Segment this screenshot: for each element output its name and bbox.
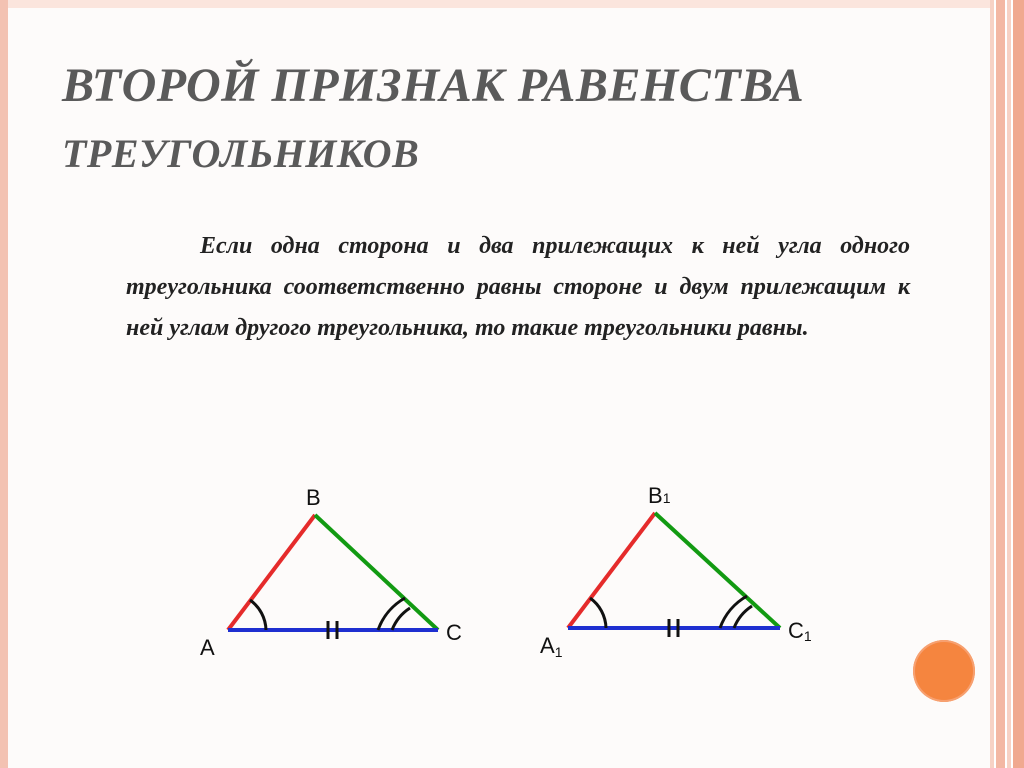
- angle-a-arc: [250, 600, 266, 630]
- decorative-orange-circle: [913, 640, 975, 702]
- triangles-diagram: [180, 460, 860, 680]
- triangle-a1b1c1: [540, 483, 812, 660]
- title-line-2: ТРЕУГОЛЬНИКОВ: [62, 131, 420, 176]
- vertex-label-a: A: [200, 635, 215, 660]
- title-line-1: ВТОРОЙ ПРИЗНАК РАВЕНСТВА: [62, 59, 805, 112]
- frame-top-border: [8, 0, 994, 8]
- frame-left-border: [0, 0, 8, 768]
- angle-c-arc-inner: [392, 608, 410, 630]
- angle-a1-arc: [590, 598, 606, 628]
- slide-title: [62, 52, 882, 188]
- side-a1b1: [568, 513, 655, 628]
- side-ab: [228, 515, 315, 630]
- angle-c1-arc-inner: [734, 606, 752, 628]
- decorative-stripes: [990, 0, 1024, 768]
- side-bc: [315, 515, 438, 630]
- theorem-statement: Если одна сторона и два прилежащих к ней угла одного треугольника соответственно равны стороне и двум прилежащим к ней углам другого треугольника, то такие треугольники равны.: [126, 233, 910, 341]
- vertex-label-c: C: [446, 620, 462, 645]
- triangle-abc: [200, 485, 462, 660]
- vertex-label-b1: B1: [648, 483, 671, 508]
- vertex-label-c1: C1: [788, 618, 812, 644]
- vertex-label-a1: A1: [540, 633, 563, 660]
- side-b1c1: [655, 513, 780, 628]
- vertex-label-b: B: [306, 485, 321, 510]
